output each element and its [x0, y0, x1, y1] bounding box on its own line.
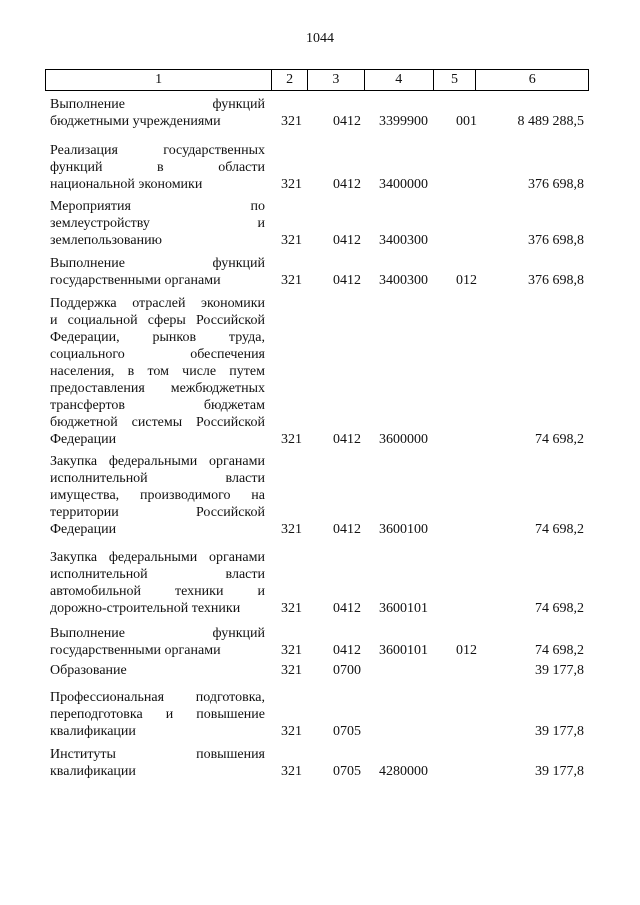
cell-col-4: 3400300 [379, 233, 428, 248]
cell-col-6: 8 489 288,5 [517, 114, 584, 129]
row-description [50, 662, 265, 679]
cell-col-3: 0705 [333, 724, 361, 739]
row-description [50, 255, 265, 289]
cell-col-3: 0705 [333, 764, 361, 779]
description-line: бюджетными учреждениями [50, 114, 221, 129]
description-line: и социальной сферы Российской [50, 313, 265, 328]
cell-col-4: 3400000 [379, 177, 428, 192]
row-description [50, 295, 265, 448]
cell-col-6: 74 698,2 [535, 643, 584, 658]
cell-col-2: 321 [281, 764, 302, 779]
description-line: функций в области [50, 160, 265, 175]
cell-col-5: 001 [456, 114, 477, 129]
page-number: 1044 [306, 31, 334, 46]
header-col-5: 5 [434, 70, 477, 90]
header-col-3: 3 [308, 70, 365, 90]
cell-col-4: 3600000 [379, 432, 428, 447]
row-description [50, 453, 265, 538]
header-col-1: 1 [46, 70, 272, 90]
cell-col-3: 0412 [333, 643, 361, 658]
description-line: Профессиональная подготовка, [50, 690, 265, 705]
description-line: Институты повышения [50, 747, 265, 762]
row-description [50, 625, 265, 659]
description-line: имущества, производимого на [50, 488, 265, 503]
row-description [50, 549, 265, 617]
description-line: автомобильной техники и [50, 584, 265, 599]
cell-col-4: 4280000 [379, 764, 428, 779]
description-line: социального обеспечения [50, 347, 265, 362]
cell-col-6: 39 177,8 [535, 663, 584, 678]
cell-col-3: 0700 [333, 663, 361, 678]
cell-col-4: 3400300 [379, 273, 428, 288]
description-line: бюджетной системы Российской [50, 415, 265, 430]
description-line: Федерации [50, 432, 117, 447]
cell-col-2: 321 [281, 724, 302, 739]
description-line: Образование [50, 663, 127, 678]
row-description [50, 198, 265, 249]
row-description [50, 142, 265, 193]
description-line: предоставления межбюджетных [50, 381, 265, 396]
cell-col-2: 321 [281, 432, 302, 447]
description-line: землепользованию [50, 233, 163, 248]
cell-col-2: 321 [281, 601, 302, 616]
description-line: исполнительной власти [50, 471, 265, 486]
header-col-2: 2 [272, 70, 308, 90]
cell-col-3: 0412 [333, 233, 361, 248]
cell-col-2: 321 [281, 643, 302, 658]
description-line: дорожно-строительной техники [50, 601, 241, 616]
cell-col-2: 321 [281, 233, 302, 248]
cell-col-4: 3600100 [379, 522, 428, 537]
cell-col-3: 0412 [333, 273, 361, 288]
cell-col-4: 3600101 [379, 643, 428, 658]
description-line: квалификации [50, 764, 136, 779]
row-description [50, 746, 265, 780]
description-line: территории Российской [50, 505, 265, 520]
cell-col-3: 0412 [333, 114, 361, 129]
cell-col-2: 321 [281, 177, 302, 192]
cell-col-3: 0412 [333, 601, 361, 616]
table-header [45, 69, 589, 91]
cell-col-5: 012 [456, 643, 477, 658]
description-line: национальной экономики [50, 177, 203, 192]
cell-col-6: 74 698,2 [535, 601, 584, 616]
description-line: переподготовка и повышение [50, 707, 265, 722]
cell-col-4: 3600101 [379, 601, 428, 616]
header-col-6: 6 [528, 72, 536, 87]
description-line: Выполнение функций [50, 626, 265, 641]
cell-col-6: 39 177,8 [535, 764, 584, 779]
description-line: Выполнение функций [50, 256, 265, 271]
cell-col-6: 74 698,2 [535, 432, 584, 447]
cell-col-2: 321 [281, 114, 302, 129]
cell-col-5: 012 [456, 273, 477, 288]
cell-col-6: 74 698,2 [535, 522, 584, 537]
description-line: Выполнение функций [50, 97, 265, 112]
description-line: Закупка федеральными органами [50, 454, 265, 469]
cell-col-3: 0412 [333, 177, 361, 192]
row-description [50, 689, 265, 740]
description-line: Федерации [50, 522, 117, 537]
cell-col-6: 39 177,8 [535, 724, 584, 739]
cell-col-3: 0412 [333, 432, 361, 447]
description-line: землеустройству и [50, 216, 265, 231]
description-line: трансфертов бюджетам [50, 398, 265, 413]
cell-col-6: 376 698,8 [528, 177, 584, 192]
cell-col-2: 321 [281, 522, 302, 537]
description-line: квалификации [50, 724, 136, 739]
cell-col-2: 321 [281, 273, 302, 288]
description-line: Закупка федеральными органами [50, 550, 265, 565]
description-line: населения, в том числе путем [50, 364, 265, 379]
header-col-4: 4 [365, 70, 434, 90]
description-line: государственными органами [50, 643, 221, 658]
description-line: Федерации, рынков труда, [50, 330, 265, 345]
cell-col-3: 0412 [333, 522, 361, 537]
cell-col-6: 376 698,8 [528, 273, 584, 288]
description-line: государственными органами [50, 273, 221, 288]
description-line: Мероприятия по [50, 199, 265, 214]
description-line: Поддержка отраслей экономики [50, 296, 265, 311]
cell-col-2: 321 [281, 663, 302, 678]
cell-col-4: 3399900 [379, 114, 428, 129]
cell-col-6: 376 698,8 [528, 233, 584, 248]
description-line: Реализация государственных [50, 143, 265, 158]
row-description [50, 96, 265, 130]
description-line: исполнительной власти [50, 567, 265, 582]
